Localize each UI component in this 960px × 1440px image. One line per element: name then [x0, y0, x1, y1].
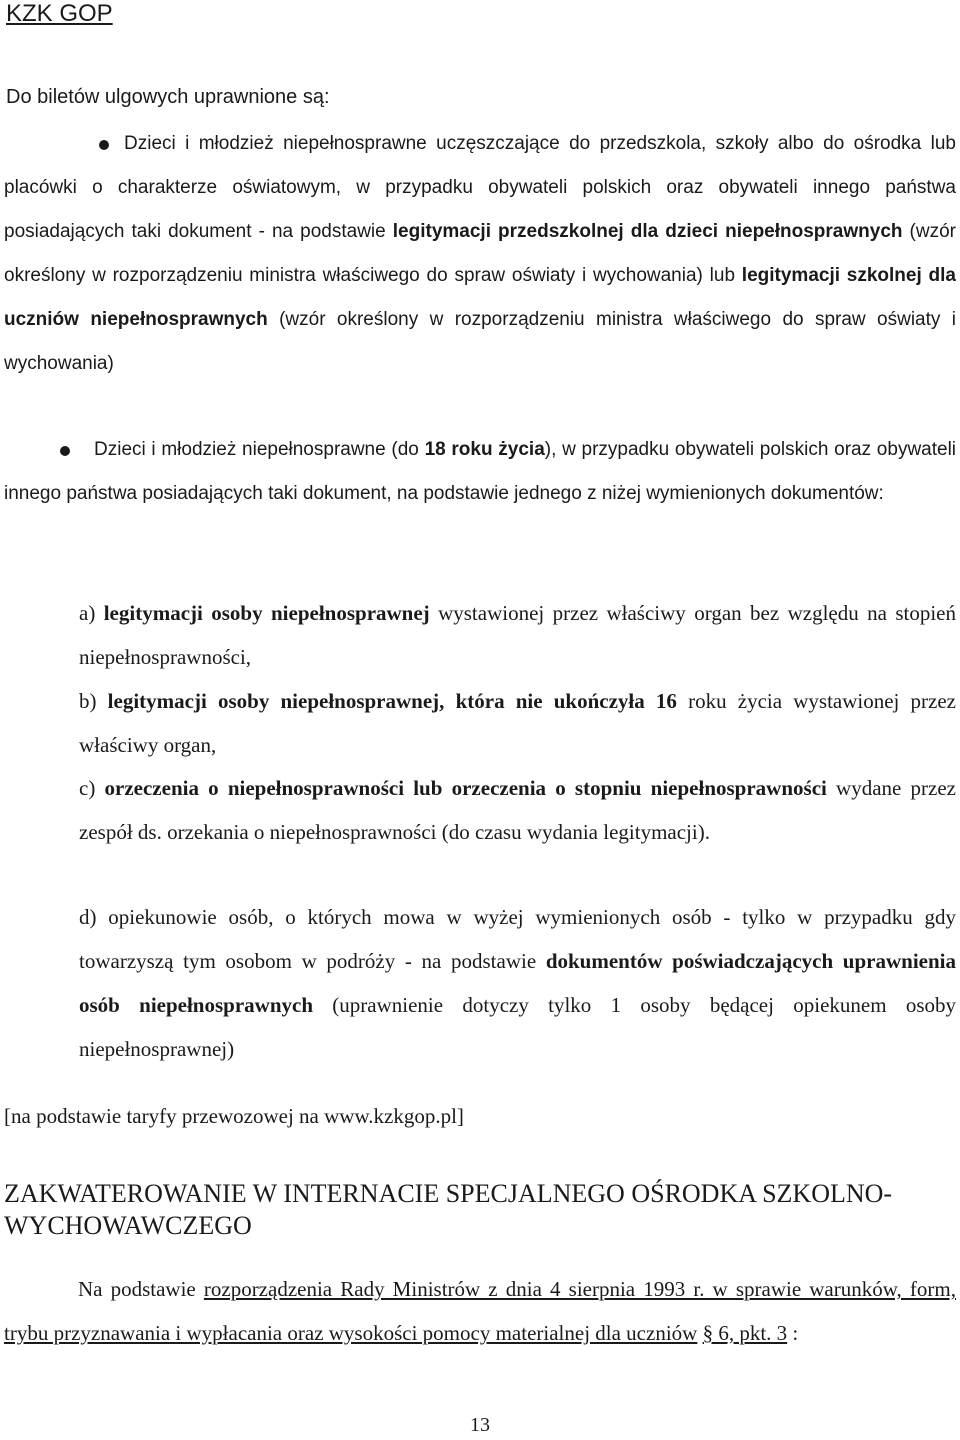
bullet-text: (wzór określony w rozporządzeniu ministra właściwego do spraw oświaty i wychowania) lub	[4, 221, 956, 286]
list-bold-text: legitymacji osoby niepełnosprawnej, która nie ukończyła 16	[107, 689, 677, 713]
bullet-item	[4, 122, 956, 386]
list-marker: a)	[79, 601, 104, 625]
list-item-d	[79, 895, 956, 1071]
bullet-item	[4, 428, 956, 516]
paragraph-reference: § 6, pkt. 3	[702, 1321, 788, 1345]
list-text: wydane przez zespół ds. orzekania o niepełnosprawności (do czasu wydania legitymacji).	[79, 776, 956, 844]
list-item-c	[79, 766, 956, 854]
bullet-bold-text: legitymacji przedszkolnej dla dzieci niepełnosprawnych	[392, 221, 903, 242]
list-text: (uprawnienie dotyczy tylko 1 osoby będącej opiekunem osoby niepełnosprawnej)	[79, 993, 957, 1061]
list-bold-text: orzeczenia o niepełnosprawności lub orzeczenia o stopniu niepełnosprawności	[104, 776, 827, 800]
list-bold-text: dokumentów poświadczających uprawnienia osób niepełnosprawnych	[79, 949, 956, 1017]
bullet-bold-text: 18 roku życia	[424, 439, 545, 460]
list-text: opiekunowie osób, o których mowa w wyżej wymienionych osób - tylko w przypadku gdy towarzyszą tym osobom w podróży - na podstawie	[79, 905, 956, 973]
list-marker: d)	[79, 905, 109, 929]
section-title: ZAKWATEROWANIE W INTERNACIE SPECJALNEGO OŚRODKA SZKOLNO-WYCHOWAWCZEGO	[4, 1179, 893, 1240]
list-text: roku życia wystawionej przez właściwy organ,	[79, 689, 957, 757]
list-text: wystawionej przez właściwy organ bez względu na stopień niepełnosprawności,	[79, 601, 956, 669]
page-header-title: KZK GOP	[6, 0, 113, 27]
regulation-reference: rozporządzenia Rady Ministrów z dnia 4 sierpnia 1993 r. w sprawie warunków, form, trybu przyznawania i wypłacania oraz wysokości pomocy materialnej dla uczniów	[4, 1277, 956, 1345]
bullet-text: ), w przypadku obywateli polskich oraz obywateli innego państwa posiadających taki dokument, na podstawie jednego z niżej wymienionych dokumentów:	[4, 439, 957, 504]
legal-basis-paragraph	[4, 1267, 956, 1355]
bullet-text: (wzór określony w rozporządzeniu ministra właściwego do spraw oświaty i wychowania)	[4, 309, 956, 374]
bullet-text: Dzieci i młodzież niepełnosprawne (do	[94, 439, 425, 460]
list-bold-text: legitymacji osoby niepełnosprawnej	[103, 601, 430, 625]
legal-text: Na podstawie	[78, 1277, 204, 1301]
list-item-a	[79, 591, 956, 679]
bullet-bold-text: legitymacji szkolnej dla uczniów niepełnosprawnych	[4, 265, 956, 330]
list-item-b	[79, 679, 956, 767]
list-marker: c)	[79, 776, 105, 800]
list-marker: b)	[79, 689, 108, 713]
intro-text: Do biletów ulgowych uprawnione są:	[6, 86, 330, 108]
page-number: 13	[470, 1414, 490, 1436]
legal-text: :	[787, 1321, 799, 1345]
bullet-text: Dzieci i młodzież niepełnosprawne uczęszczające do przedszkola, szkoły albo do ośrodka lub placówki o charakterze oświatowym, w przypadku obywateli polskich oraz obywateli innego państwa posiadających taki dokument - na podstawie	[4, 133, 956, 242]
source-note: [na podstawie taryfy przewozowej na www.kzkgop.pl]	[4, 1104, 464, 1128]
